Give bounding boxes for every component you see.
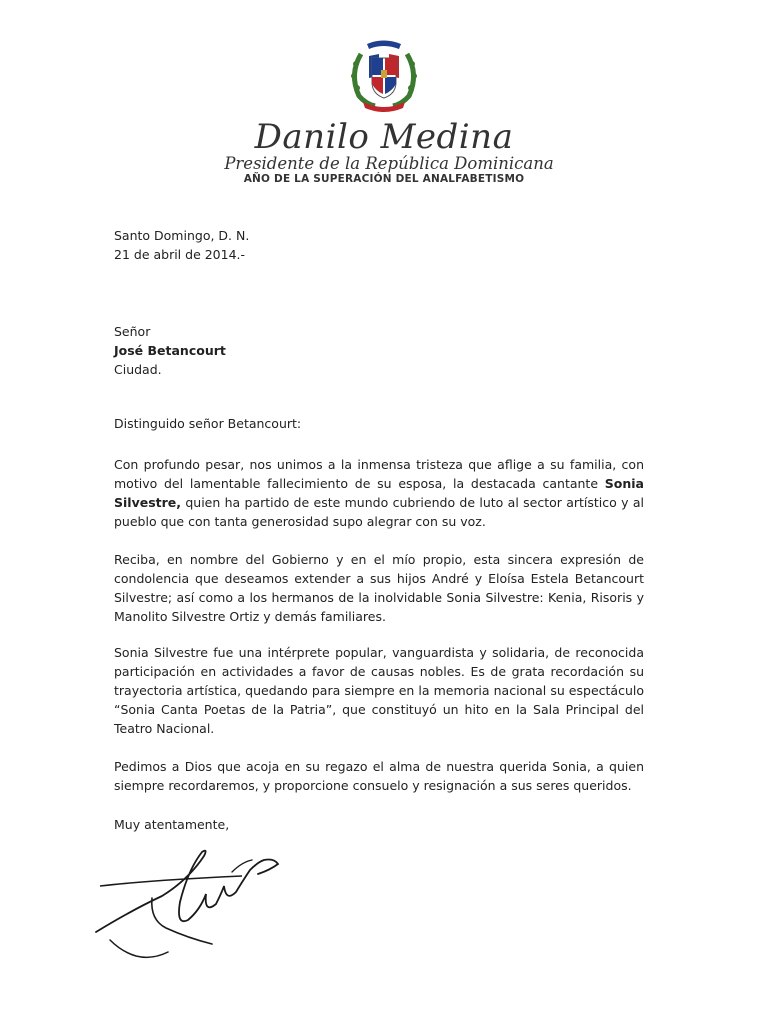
paragraph-1-text-before: Con profundo pesar, nos unimos a la inmensa tristeza que aflige a su familia, con motivo del lamentable fallecimiento de su esposa, la destacada cantante xyxy=(114,457,644,491)
paragraph-tribute: Sonia Silvestre fue una intérprete popular, vanguardista y solidaria, de reconocida participación en actividades a favor de causas nobles. Es de grata recordación su trayectoria artística, quedando para siempre en la memoria nacional su espectáculo “Sonia Canta Poetas de la Patria”, que constituyó un hito en la Sala Principal del Teatro Nacional. xyxy=(114,645,644,736)
year-motto: AÑO DE LA SUPERACIÓN DEL ANALFABETISMO xyxy=(243,173,525,185)
salutation: Distinguido señor Betancourt: xyxy=(114,416,302,431)
letterhead xyxy=(0,34,768,186)
handwritten-signature xyxy=(92,840,288,968)
dateline-date: 21 de abril de 2014.- xyxy=(114,247,246,262)
dateline-place: Santo Domingo, D. N. xyxy=(114,228,250,243)
paragraph-1-text-after: quien ha partido de este mundo cubriendo de luto al sector artístico y al pueblo que con tanta generosidad supo alegrar con su voz. xyxy=(114,495,644,529)
addressee-name: José Betancourt xyxy=(114,343,226,358)
sender-name: Danilo Medina xyxy=(254,117,514,157)
coat-of-arms-icon xyxy=(339,34,429,116)
closing: Muy atentamente, xyxy=(114,817,230,832)
dateline xyxy=(114,226,644,264)
paragraph-1-bold-name: Sonia Silvestre, xyxy=(114,476,644,510)
paragraph-condolence xyxy=(114,455,644,531)
paragraph-family: Reciba, en nombre del Gobierno y en el mío propio, esta sincera expresión de condolencia que deseamos extender a sus hijos André y Eloísa Estela Betancourt Silvestre; así como a los hermanos de la inolvidable Sonia Silvestre: Kenia, Risoris y Manolito Silvestre Ortiz y demás familiares. xyxy=(114,552,644,624)
addressee xyxy=(114,322,644,379)
addressee-city: Ciudad. xyxy=(114,362,162,377)
paragraph-prayer: Pedimos a Dios que acoja en su regazo el alma de nuestra querida Sonia, a quien siempre recordaremos, y proporcione consuelo y resignación a sus seres queridos. xyxy=(114,759,644,793)
addressee-title: Señor xyxy=(114,324,151,339)
sender-office: Presidente de la República Dominicana xyxy=(224,154,554,173)
